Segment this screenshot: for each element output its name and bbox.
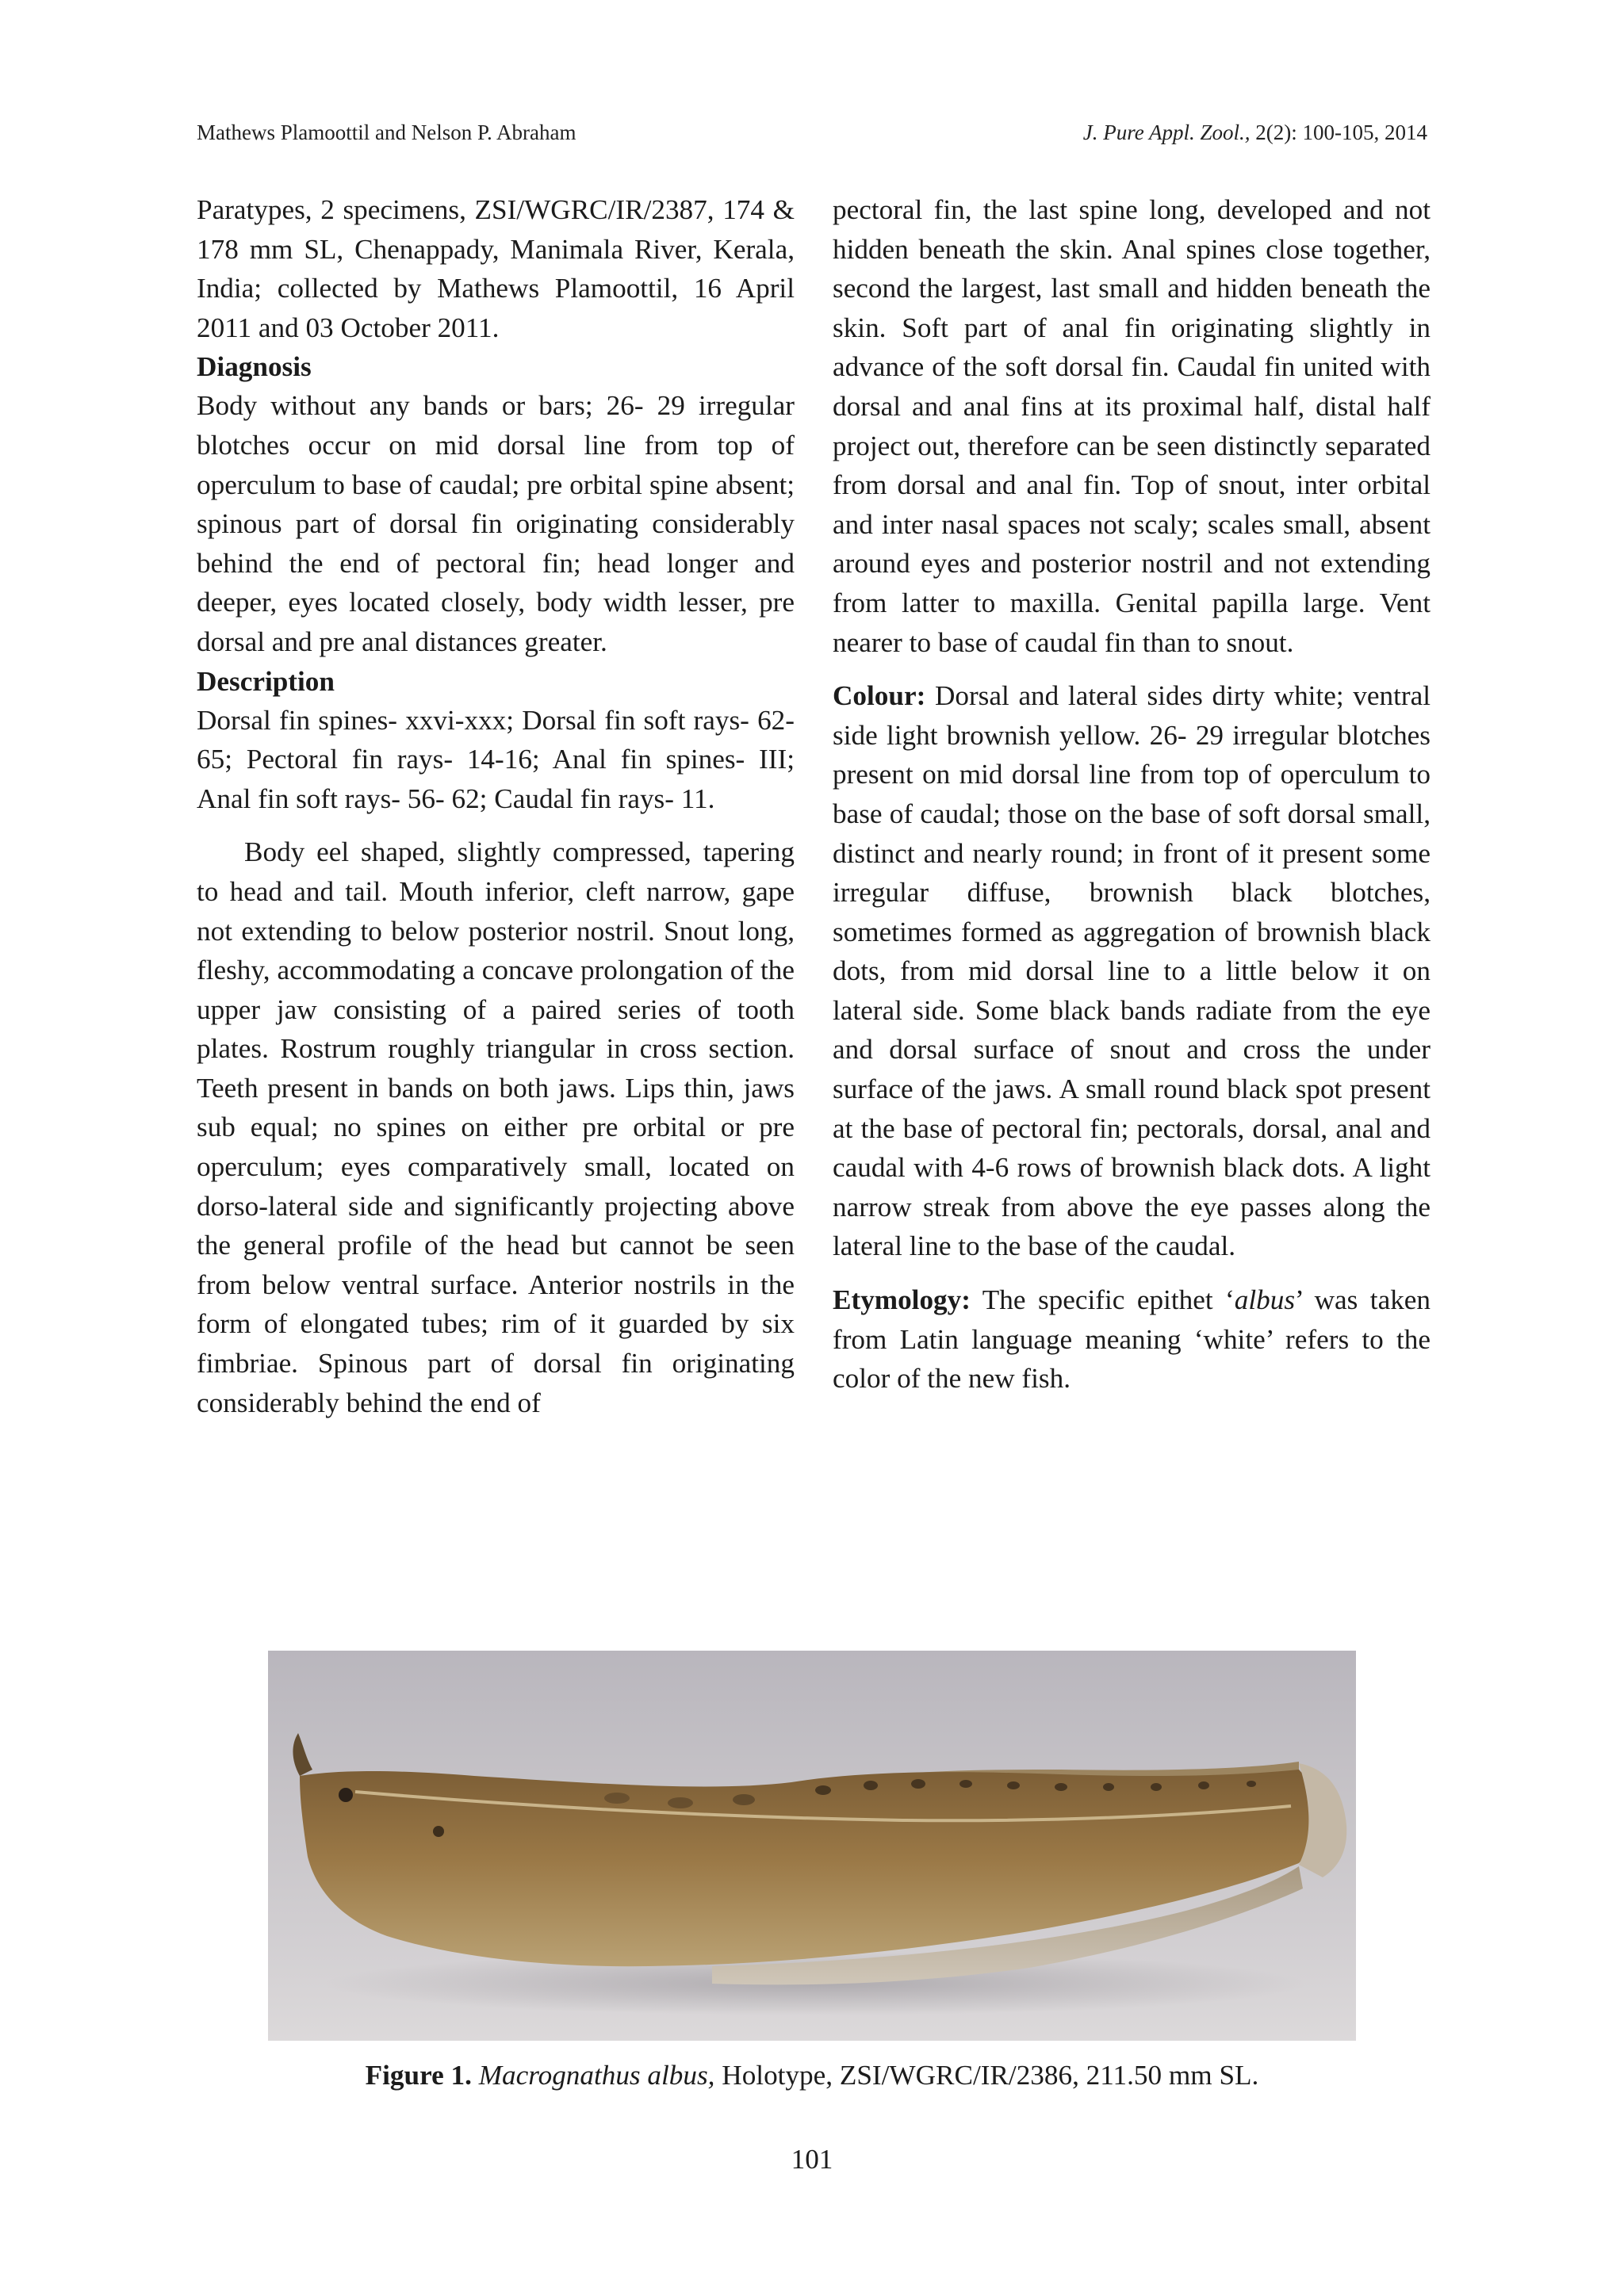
figure-label: Figure 1. xyxy=(365,2060,472,2091)
description-continuation-paragraph: pectoral fin, the last spine long, developed and not hidden beneath the skin. Anal spines close together, second the largest, last small and hidden beneath the skin. Soft part of anal fin originating slightly in advance of the soft dorsal fin. Caudal fin united with dorsal and anal fins at its proximal half, distal half project out, therefore can be seen distinctly separated from dorsal and anal fin. Top of snout, inter orbital and inter nasal spaces not scaly; scales small, absent around eyes and posterior nostril and not extending from latter to maxilla. Genital papilla large. Vent nearer to base of caudal fin than to snout. xyxy=(833,194,1431,658)
body-description-paragraph: Body eel shaped, slightly compressed, tapering to head and tail. Mouth inferior, cleft narrow, gape not extending to below posterior nostril. Snout long, fleshy, accommodating a concave prolongation of the upper jaw consisting of a paired series of tooth plates. Rostrum roughly triangular in cross section. Teeth present in bands on both jaws. Lips thin, jaws sub equal; no spines on either pre orbital or pre operculum; eyes comparatively small, located on dorso-lateral side and significantly projecting above the general profile of the head but cannot be seen from below ventral surface. Anterior nostrils in the form of elongated tubes; rim of it guarded by six fimbriae. Spinous part of dorsal fin originating considerably behind the end of xyxy=(197,836,795,1418)
paratypes-paragraph: Paratypes, 2 specimens, ZSI/WGRC/IR/2387, 174 & 178 mm SL, Chenappady, Manimala River, Kerala, India; collected by Mathews Plamoottil, 16 April 2011 and 03 October 2011. xyxy=(197,194,795,343)
pectoral-spot xyxy=(433,1826,444,1837)
fish-illustration xyxy=(268,1651,1356,2041)
page-number: 101 xyxy=(791,2144,833,2175)
diagnosis-heading: Diagnosis xyxy=(197,351,312,383)
diagnosis-paragraph: Body without any bands or bars; 26- 29 irregular blotches occur on mid dorsal line from top of operculum to base of caudal; pre orbital spine absent; spinous part of dorsal fin originating considerably behind the end of pectoral fin; head longer and deeper, eyes located closely, body width lesser, pre dorsal and pre anal distances greater. xyxy=(197,390,795,657)
caption-text: Holotype, ZSI/WGRC/IR/2386, 211.50 mm SL. xyxy=(714,2060,1259,2091)
description-heading: Description xyxy=(197,665,335,697)
etymology-label: Etymology: xyxy=(833,1284,971,1316)
colour-label: Colour: xyxy=(833,680,926,712)
snout xyxy=(293,1733,312,1776)
colour-text: Dorsal and lateral sides dirty white; ventral side light brownish yellow. 26- 29 irregular blotches present on mid dorsal line from top of operculum to base of caudal; those on the base of soft dorsal small, distinct and nearly round; in front of it present some irregular diffuse, brownish black blotches, sometimes formed as aggregation of brownish black dots, from mid dorsal line to a little below it on lateral side. Some black bands radiate from the eye and dorsal surface of snout and cross the under surface of the jaws. A small round black spot present at the base of pectoral fin; pectorals, dorsal, anal and caudal with 4-6 rows of brownish black dots. A light narrow streak from above the eye passes along the lateral line to the base of the caudal. xyxy=(833,680,1431,1262)
left-column xyxy=(197,190,795,1422)
etymology-text-start: The specific epithet ‘ xyxy=(970,1284,1235,1316)
running-head-authors: Mathews Plamoottil and Nelson P. Abraham xyxy=(197,121,576,144)
etymology-paragraph xyxy=(833,1280,1431,1399)
colour-paragraph xyxy=(833,676,1431,1266)
journal-name: J. Pure Appl. Zool., xyxy=(1082,121,1251,144)
etymology-text-end: ’ was taken from Latin language meaning ‘white’ refers to the color of the new fish. xyxy=(833,1284,1431,1395)
fin-counts-paragraph: Dorsal fin spines- xxvi-xxx; Dorsal fin soft rays- 62-65; Pectoral fin rays- 14-16; Anal fin spines- III; Anal fin soft rays- 56- 62; Caudal fin rays- 11. xyxy=(197,704,795,814)
right-column xyxy=(833,190,1431,1399)
specific-epithet: albus xyxy=(1234,1284,1296,1316)
figure-caption xyxy=(0,2057,1624,2095)
running-head-citation xyxy=(1083,119,1427,146)
species-name: Macrognathus albus, xyxy=(471,2060,715,2091)
volume-pages-year: 2(2): 100-105, 2014 xyxy=(1250,121,1427,144)
holotype-photo xyxy=(268,1651,1356,2041)
fish-eye xyxy=(339,1788,353,1802)
